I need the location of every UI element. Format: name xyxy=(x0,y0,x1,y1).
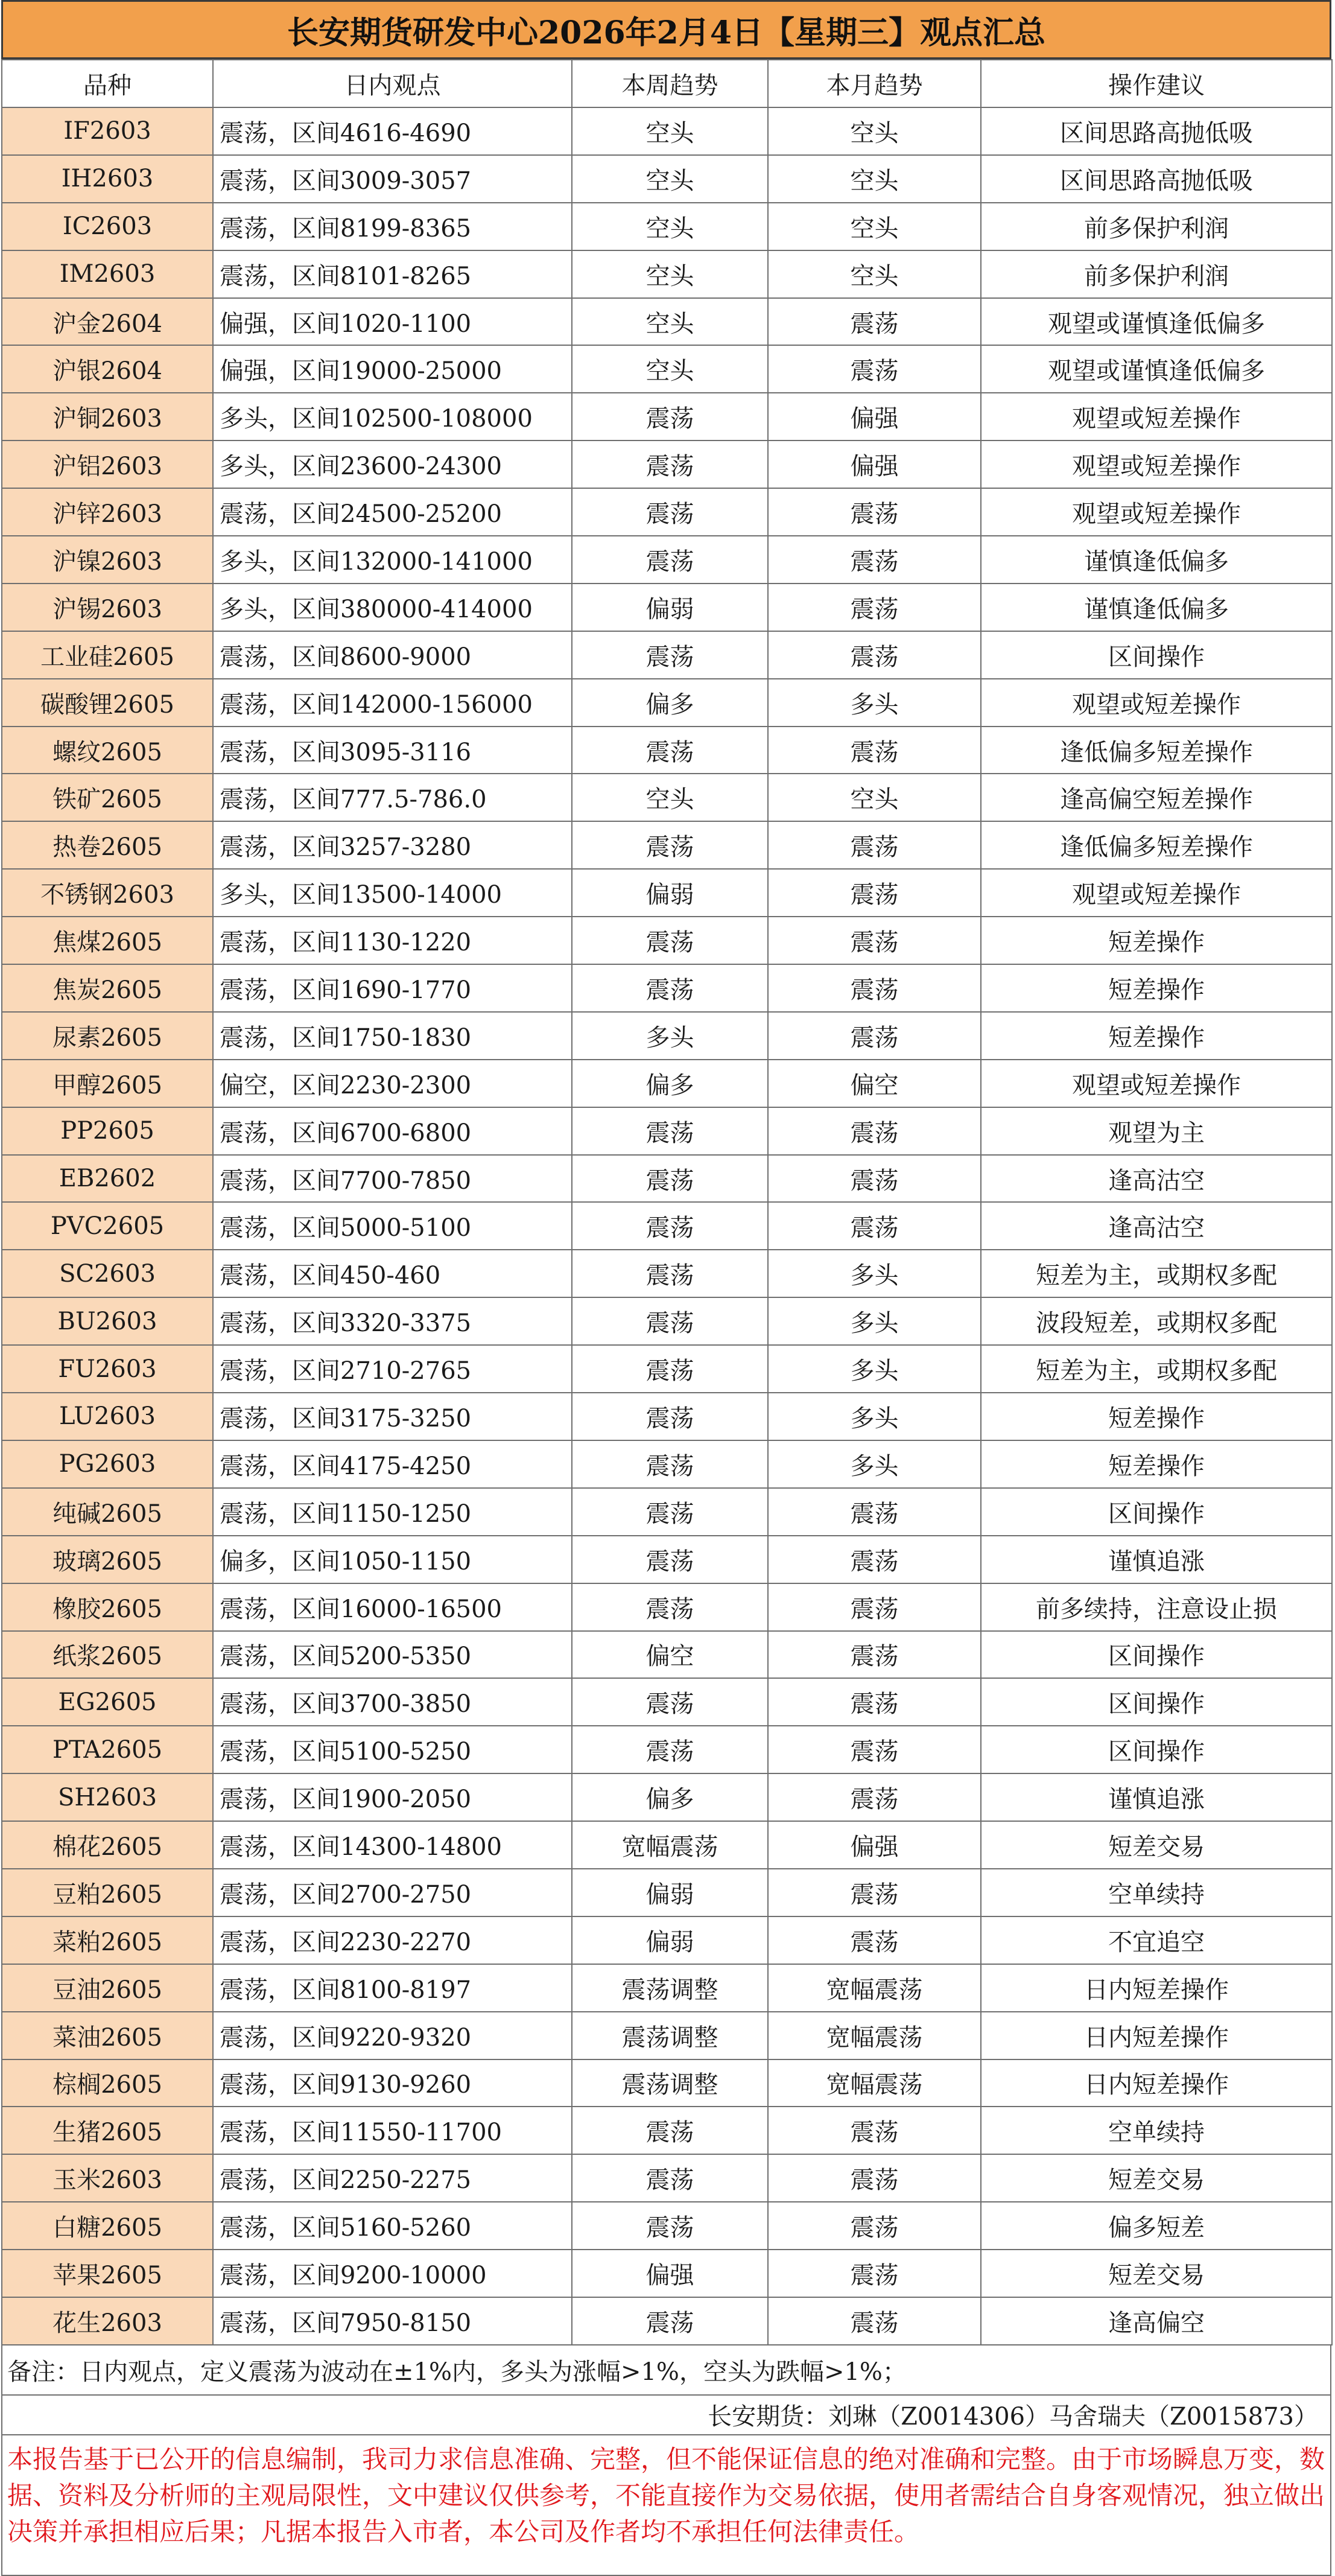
cell-intraday-view: 震荡，区间8101-8265 xyxy=(213,250,572,298)
cell-monthly-trend: 震荡 xyxy=(768,1583,981,1631)
cell-suggestion: 短差操作 xyxy=(981,917,1332,964)
cell-monthly-trend: 震荡 xyxy=(768,1488,981,1536)
cell-weekly-trend: 空头 xyxy=(572,107,768,155)
cell-contract: IM2603 xyxy=(2,250,213,298)
table-row xyxy=(2,393,1332,440)
cell-monthly-trend: 震荡 xyxy=(768,1536,981,1583)
cell-intraday-view: 震荡，区间8600-9000 xyxy=(213,631,572,679)
table-row xyxy=(2,1678,1332,1726)
cell-suggestion: 区间操作 xyxy=(981,631,1332,679)
cell-weekly-trend: 震荡 xyxy=(572,821,768,869)
cell-monthly-trend: 震荡 xyxy=(768,869,981,917)
cell-contract: 沪铝2603 xyxy=(2,440,213,488)
cell-suggestion: 观望为主 xyxy=(981,1107,1332,1155)
cell-weekly-trend: 偏弱 xyxy=(572,1869,768,1916)
header-suggestion: 操作建议 xyxy=(981,60,1332,107)
cell-weekly-trend: 偏强 xyxy=(572,2250,768,2297)
cell-weekly-trend: 震荡 xyxy=(572,1393,768,1440)
table-row xyxy=(2,1536,1332,1583)
cell-intraday-view: 多头，区间380000-414000 xyxy=(213,584,572,631)
cell-suggestion: 日内短差操作 xyxy=(981,2059,1332,2107)
cell-intraday-view: 震荡，区间1690-1770 xyxy=(213,964,572,1012)
cell-intraday-view: 震荡，区间16000-16500 xyxy=(213,1583,572,1631)
cell-monthly-trend: 震荡 xyxy=(768,1155,981,1203)
cell-contract: PVC2605 xyxy=(2,1202,213,1250)
cell-monthly-trend: 震荡 xyxy=(768,2297,981,2345)
cell-contract: 白糖2605 xyxy=(2,2202,213,2250)
table-body xyxy=(2,107,1332,2345)
cell-intraday-view: 偏强，区间19000-25000 xyxy=(213,345,572,393)
cell-monthly-trend: 多头 xyxy=(768,1393,981,1440)
table-row xyxy=(2,345,1332,393)
cell-intraday-view: 多头，区间132000-141000 xyxy=(213,536,572,584)
header-weekly-trend: 本周趋势 xyxy=(572,60,768,107)
cell-weekly-trend: 多头 xyxy=(572,1012,768,1060)
disclaimer: 本报告基于已公开的信息编制，我司力求信息准确、完整，但不能保证信息的绝对准确和完整。由于市场瞬息万变，数据、资料及分析师的主观局限性，文中建议仅供参考，不能直接作为交易依据，使用者需结合自身客观情况，独立做出决策并承担相应后果；凡据本报告入市者，本公司及作者均不承担任何法律责任。 xyxy=(1,2435,1331,2576)
cell-contract: 玉米2603 xyxy=(2,2154,213,2202)
cell-weekly-trend: 震荡调整 xyxy=(572,1964,768,2012)
cell-suggestion: 前多保护利润 xyxy=(981,203,1332,250)
cell-contract: 纯碱2605 xyxy=(2,1488,213,1536)
cell-monthly-trend: 震荡 xyxy=(768,2202,981,2250)
table-row xyxy=(2,964,1332,1012)
cell-suggestion: 逢高沽空 xyxy=(981,1202,1332,1250)
table-row xyxy=(2,2059,1332,2107)
cell-suggestion: 观望或短差操作 xyxy=(981,869,1332,917)
cell-weekly-trend: 震荡 xyxy=(572,1345,768,1393)
cell-monthly-trend: 震荡 xyxy=(768,917,981,964)
cell-contract: 橡胶2605 xyxy=(2,1583,213,1631)
cell-intraday-view: 震荡，区间7950-8150 xyxy=(213,2297,572,2345)
cell-intraday-view: 震荡，区间2700-2750 xyxy=(213,1869,572,1916)
table-row xyxy=(2,821,1332,869)
cell-contract: 生猪2605 xyxy=(2,2107,213,2154)
cell-monthly-trend: 震荡 xyxy=(768,964,981,1012)
cell-intraday-view: 震荡，区间8199-8365 xyxy=(213,203,572,250)
cell-contract: 豆粕2605 xyxy=(2,1869,213,1916)
cell-intraday-view: 震荡，区间3095-3116 xyxy=(213,727,572,774)
cell-intraday-view: 震荡，区间2710-2765 xyxy=(213,1345,572,1393)
table-row xyxy=(2,774,1332,821)
cell-suggestion: 前多续持，注意设止损 xyxy=(981,1583,1332,1631)
cell-suggestion: 短差操作 xyxy=(981,964,1332,1012)
cell-contract: 沪金2604 xyxy=(2,298,213,346)
cell-intraday-view: 震荡，区间5100-5250 xyxy=(213,1726,572,1773)
cell-weekly-trend: 偏多 xyxy=(572,679,768,727)
cell-intraday-view: 震荡，区间9220-9320 xyxy=(213,2012,572,2059)
cell-intraday-view: 震荡，区间1130-1220 xyxy=(213,917,572,964)
cell-weekly-trend: 震荡 xyxy=(572,2202,768,2250)
cell-contract: 棉花2605 xyxy=(2,1821,213,1869)
table-row xyxy=(2,2012,1332,2059)
cell-monthly-trend: 震荡 xyxy=(768,1726,981,1773)
table-row xyxy=(2,631,1332,679)
cell-suggestion: 逢低偏多短差操作 xyxy=(981,821,1332,869)
cell-contract: SH2603 xyxy=(2,1773,213,1821)
cell-weekly-trend: 震荡 xyxy=(572,1297,768,1345)
cell-weekly-trend: 震荡 xyxy=(572,2107,768,2154)
cell-monthly-trend: 多头 xyxy=(768,1345,981,1393)
cell-weekly-trend: 震荡 xyxy=(572,1107,768,1155)
cell-monthly-trend: 震荡 xyxy=(768,345,981,393)
cell-contract: 铁矿2605 xyxy=(2,774,213,821)
cell-weekly-trend: 震荡 xyxy=(572,536,768,584)
cell-monthly-trend: 空头 xyxy=(768,107,981,155)
cell-monthly-trend: 震荡 xyxy=(768,298,981,346)
cell-suggestion: 区间操作 xyxy=(981,1488,1332,1536)
cell-weekly-trend: 震荡调整 xyxy=(572,2059,768,2107)
cell-suggestion: 短差操作 xyxy=(981,1440,1332,1488)
table-row xyxy=(2,1726,1332,1773)
analyst-credits: 长安期货：刘琳（Z0014306）马舍瑞夫（Z0015873） xyxy=(1,2396,1331,2435)
table-row xyxy=(2,1155,1332,1203)
table-row xyxy=(2,679,1332,727)
cell-intraday-view: 多头，区间23600-24300 xyxy=(213,440,572,488)
cell-intraday-view: 震荡，区间1150-1250 xyxy=(213,1488,572,1536)
table-header-row xyxy=(2,60,1332,107)
cell-suggestion: 区间思路高抛低吸 xyxy=(981,107,1332,155)
cell-intraday-view: 震荡，区间3175-3250 xyxy=(213,1393,572,1440)
cell-intraday-view: 震荡，区间6700-6800 xyxy=(213,1107,572,1155)
cell-intraday-view: 震荡，区间450-460 xyxy=(213,1250,572,1297)
cell-suggestion: 谨慎追涨 xyxy=(981,1536,1332,1583)
cell-suggestion: 观望或短差操作 xyxy=(981,440,1332,488)
cell-weekly-trend: 震荡 xyxy=(572,488,768,536)
cell-weekly-trend: 偏弱 xyxy=(572,869,768,917)
cell-weekly-trend: 空头 xyxy=(572,345,768,393)
cell-suggestion: 观望或谨慎逢低偏多 xyxy=(981,345,1332,393)
table-row xyxy=(2,2154,1332,2202)
cell-intraday-view: 震荡，区间5160-5260 xyxy=(213,2202,572,2250)
table-row xyxy=(2,1202,1332,1250)
cell-monthly-trend: 震荡 xyxy=(768,1012,981,1060)
cell-weekly-trend: 震荡 xyxy=(572,440,768,488)
cell-monthly-trend: 震荡 xyxy=(768,1678,981,1726)
table-row xyxy=(2,1060,1332,1107)
cell-suggestion: 区间操作 xyxy=(981,1678,1332,1726)
cell-contract: 豆油2605 xyxy=(2,1964,213,2012)
table-row xyxy=(2,1440,1332,1488)
cell-monthly-trend: 震荡 xyxy=(768,1202,981,1250)
cell-suggestion: 短差交易 xyxy=(981,1821,1332,1869)
table-row xyxy=(2,1488,1332,1536)
cell-suggestion: 逢高偏空短差操作 xyxy=(981,774,1332,821)
cell-intraday-view: 震荡，区间1900-2050 xyxy=(213,1773,572,1821)
cell-monthly-trend: 空头 xyxy=(768,250,981,298)
cell-contract: 菜粕2605 xyxy=(2,1916,213,1964)
cell-intraday-view: 偏多，区间1050-1150 xyxy=(213,1536,572,1583)
cell-monthly-trend: 震荡 xyxy=(768,584,981,631)
cell-weekly-trend: 震荡调整 xyxy=(572,2012,768,2059)
cell-weekly-trend: 震荡 xyxy=(572,917,768,964)
cell-monthly-trend: 震荡 xyxy=(768,631,981,679)
cell-monthly-trend: 震荡 xyxy=(768,821,981,869)
cell-contract: IC2603 xyxy=(2,203,213,250)
cell-contract: 甲醇2605 xyxy=(2,1060,213,1107)
cell-intraday-view: 震荡，区间7700-7850 xyxy=(213,1155,572,1203)
cell-intraday-view: 震荡，区间2230-2270 xyxy=(213,1916,572,1964)
table-row xyxy=(2,250,1332,298)
cell-contract: IH2603 xyxy=(2,155,213,203)
cell-monthly-trend: 多头 xyxy=(768,679,981,727)
cell-weekly-trend: 偏多 xyxy=(572,1773,768,1821)
cell-monthly-trend: 偏强 xyxy=(768,1821,981,1869)
table-row xyxy=(2,1107,1332,1155)
cell-weekly-trend: 震荡 xyxy=(572,1583,768,1631)
cell-intraday-view: 震荡，区间3320-3375 xyxy=(213,1297,572,1345)
cell-suggestion: 空单续持 xyxy=(981,1869,1332,1916)
cell-suggestion: 日内短差操作 xyxy=(981,1964,1332,2012)
page-title: 长安期货研发中心2026年2月4日【星期三】观点汇总 xyxy=(1,0,1331,59)
views-table xyxy=(1,59,1333,2345)
cell-suggestion: 观望或短差操作 xyxy=(981,488,1332,536)
cell-contract: PG2603 xyxy=(2,1440,213,1488)
cell-suggestion: 偏多短差 xyxy=(981,2202,1332,2250)
cell-contract: 棕榈2605 xyxy=(2,2059,213,2107)
cell-monthly-trend: 震荡 xyxy=(768,536,981,584)
cell-weekly-trend: 震荡 xyxy=(572,1440,768,1488)
cell-contract: EB2602 xyxy=(2,1155,213,1203)
cell-monthly-trend: 宽幅震荡 xyxy=(768,2012,981,2059)
cell-contract: 纸浆2605 xyxy=(2,1631,213,1679)
cell-contract: 沪镍2603 xyxy=(2,536,213,584)
table-row xyxy=(2,584,1332,631)
table-row xyxy=(2,298,1332,346)
cell-intraday-view: 震荡，区间14300-14800 xyxy=(213,1821,572,1869)
cell-suggestion: 观望或谨慎逢低偏多 xyxy=(981,298,1332,346)
cell-monthly-trend: 偏强 xyxy=(768,393,981,440)
cell-contract: PTA2605 xyxy=(2,1726,213,1773)
cell-contract: 沪锡2603 xyxy=(2,584,213,631)
cell-monthly-trend: 多头 xyxy=(768,1440,981,1488)
cell-monthly-trend: 震荡 xyxy=(768,2250,981,2297)
cell-contract: 沪铜2603 xyxy=(2,393,213,440)
cell-intraday-view: 震荡，区间777.5-786.0 xyxy=(213,774,572,821)
table-row xyxy=(2,917,1332,964)
cell-monthly-trend: 宽幅震荡 xyxy=(768,2059,981,2107)
cell-contract: 不锈钢2603 xyxy=(2,869,213,917)
cell-suggestion: 逢高沽空 xyxy=(981,1155,1332,1203)
cell-intraday-view: 震荡，区间24500-25200 xyxy=(213,488,572,536)
cell-intraday-view: 偏强，区间1020-1100 xyxy=(213,298,572,346)
cell-suggestion: 不宜追空 xyxy=(981,1916,1332,1964)
cell-contract: LU2603 xyxy=(2,1393,213,1440)
cell-weekly-trend: 空头 xyxy=(572,774,768,821)
cell-intraday-view: 震荡，区间4616-4690 xyxy=(213,107,572,155)
cell-monthly-trend: 多头 xyxy=(768,1250,981,1297)
table-row xyxy=(2,1821,1332,1869)
table-row xyxy=(2,1393,1332,1440)
table-row xyxy=(2,2250,1332,2297)
cell-intraday-view: 震荡，区间9130-9260 xyxy=(213,2059,572,2107)
cell-weekly-trend: 震荡 xyxy=(572,1726,768,1773)
cell-contract: 焦煤2605 xyxy=(2,917,213,964)
cell-suggestion: 短差交易 xyxy=(981,2250,1332,2297)
table-row xyxy=(2,2107,1332,2154)
cell-weekly-trend: 偏空 xyxy=(572,1631,768,1679)
cell-suggestion: 短差操作 xyxy=(981,1012,1332,1060)
cell-suggestion: 逢高偏空 xyxy=(981,2297,1332,2345)
cell-weekly-trend: 震荡 xyxy=(572,1155,768,1203)
cell-suggestion: 短差为主，或期权多配 xyxy=(981,1250,1332,1297)
cell-contract: 焦炭2605 xyxy=(2,964,213,1012)
table-row xyxy=(2,203,1332,250)
table-row xyxy=(2,1345,1332,1393)
cell-contract: 工业硅2605 xyxy=(2,631,213,679)
cell-suggestion: 谨慎逢低偏多 xyxy=(981,536,1332,584)
cell-contract: SC2603 xyxy=(2,1250,213,1297)
cell-suggestion: 谨慎逢低偏多 xyxy=(981,584,1332,631)
cell-monthly-trend: 宽幅震荡 xyxy=(768,1964,981,2012)
cell-contract: PP2605 xyxy=(2,1107,213,1155)
cell-weekly-trend: 宽幅震荡 xyxy=(572,1821,768,1869)
cell-suggestion: 观望或短差操作 xyxy=(981,679,1332,727)
table-row xyxy=(2,440,1332,488)
cell-contract: EG2605 xyxy=(2,1678,213,1726)
table-row xyxy=(2,536,1332,584)
cell-suggestion: 逢低偏多短差操作 xyxy=(981,727,1332,774)
cell-intraday-view: 震荡，区间1750-1830 xyxy=(213,1012,572,1060)
cell-monthly-trend: 震荡 xyxy=(768,2154,981,2202)
cell-suggestion: 区间思路高抛低吸 xyxy=(981,155,1332,203)
table-row xyxy=(2,1297,1332,1345)
cell-intraday-view: 多头，区间102500-108000 xyxy=(213,393,572,440)
cell-contract: BU2603 xyxy=(2,1297,213,1345)
cell-monthly-trend: 空头 xyxy=(768,774,981,821)
cell-weekly-trend: 震荡 xyxy=(572,1202,768,1250)
cell-weekly-trend: 震荡 xyxy=(572,1488,768,1536)
cell-suggestion: 短差交易 xyxy=(981,2154,1332,2202)
cell-monthly-trend: 震荡 xyxy=(768,1773,981,1821)
footnote: 备注：日内观点，定义震荡为波动在±1%内，多头为涨幅>1%，空头为跌幅>1%； xyxy=(1,2345,1331,2396)
cell-weekly-trend: 震荡 xyxy=(572,2297,768,2345)
cell-contract: IF2603 xyxy=(2,107,213,155)
table-row xyxy=(2,2202,1332,2250)
table-row xyxy=(2,1964,1332,2012)
cell-weekly-trend: 偏多 xyxy=(572,1060,768,1107)
cell-intraday-view: 多头，区间13500-14000 xyxy=(213,869,572,917)
cell-intraday-view: 偏空，区间2230-2300 xyxy=(213,1060,572,1107)
table-row xyxy=(2,1250,1332,1297)
cell-intraday-view: 震荡，区间11550-11700 xyxy=(213,2107,572,2154)
cell-monthly-trend: 偏强 xyxy=(768,440,981,488)
cell-intraday-view: 震荡，区间3257-3280 xyxy=(213,821,572,869)
table-row xyxy=(2,107,1332,155)
cell-weekly-trend: 震荡 xyxy=(572,393,768,440)
cell-weekly-trend: 空头 xyxy=(572,203,768,250)
cell-weekly-trend: 震荡 xyxy=(572,964,768,1012)
cell-weekly-trend: 震荡 xyxy=(572,727,768,774)
cell-suggestion: 前多保护利润 xyxy=(981,250,1332,298)
cell-monthly-trend: 震荡 xyxy=(768,2107,981,2154)
cell-monthly-trend: 空头 xyxy=(768,203,981,250)
cell-intraday-view: 震荡，区间8100-8197 xyxy=(213,1964,572,2012)
cell-weekly-trend: 偏弱 xyxy=(572,1916,768,1964)
table-row xyxy=(2,488,1332,536)
cell-monthly-trend: 偏空 xyxy=(768,1060,981,1107)
cell-monthly-trend: 空头 xyxy=(768,155,981,203)
cell-contract: 玻璃2605 xyxy=(2,1536,213,1583)
cell-monthly-trend: 震荡 xyxy=(768,1869,981,1916)
cell-contract: 菜油2605 xyxy=(2,2012,213,2059)
cell-intraday-view: 震荡，区间4175-4250 xyxy=(213,1440,572,1488)
header-contract: 品种 xyxy=(2,60,213,107)
cell-contract: 沪银2604 xyxy=(2,345,213,393)
table-row xyxy=(2,1583,1332,1631)
cell-weekly-trend: 空头 xyxy=(572,298,768,346)
cell-suggestion: 日内短差操作 xyxy=(981,2012,1332,2059)
cell-intraday-view: 震荡，区间142000-156000 xyxy=(213,679,572,727)
cell-monthly-trend: 震荡 xyxy=(768,1916,981,1964)
cell-suggestion: 短差为主，或期权多配 xyxy=(981,1345,1332,1393)
cell-suggestion: 区间操作 xyxy=(981,1726,1332,1773)
cell-contract: 螺纹2605 xyxy=(2,727,213,774)
cell-contract: 碳酸锂2605 xyxy=(2,679,213,727)
cell-intraday-view: 震荡，区间3700-3850 xyxy=(213,1678,572,1726)
cell-suggestion: 区间操作 xyxy=(981,1631,1332,1679)
table-row xyxy=(2,1916,1332,1964)
cell-contract: 苹果2605 xyxy=(2,2250,213,2297)
cell-weekly-trend: 偏弱 xyxy=(572,584,768,631)
cell-contract: 沪锌2603 xyxy=(2,488,213,536)
cell-monthly-trend: 震荡 xyxy=(768,1107,981,1155)
table-row xyxy=(2,1631,1332,1679)
table-row xyxy=(2,2297,1332,2345)
cell-monthly-trend: 多头 xyxy=(768,1297,981,1345)
table-row xyxy=(2,1012,1332,1060)
table-row xyxy=(2,1773,1332,1821)
cell-intraday-view: 震荡，区间5200-5350 xyxy=(213,1631,572,1679)
header-monthly-trend: 本月趋势 xyxy=(768,60,981,107)
cell-weekly-trend: 震荡 xyxy=(572,1678,768,1726)
table-row xyxy=(2,1869,1332,1916)
cell-suggestion: 谨慎追涨 xyxy=(981,1773,1332,1821)
cell-weekly-trend: 空头 xyxy=(572,250,768,298)
cell-suggestion: 观望或短差操作 xyxy=(981,393,1332,440)
cell-intraday-view: 震荡，区间3009-3057 xyxy=(213,155,572,203)
cell-suggestion: 空单续持 xyxy=(981,2107,1332,2154)
cell-weekly-trend: 震荡 xyxy=(572,2154,768,2202)
table-row xyxy=(2,727,1332,774)
table-row xyxy=(2,869,1332,917)
table-row xyxy=(2,155,1332,203)
cell-intraday-view: 震荡，区间9200-10000 xyxy=(213,2250,572,2297)
cell-monthly-trend: 震荡 xyxy=(768,1631,981,1679)
cell-weekly-trend: 空头 xyxy=(572,155,768,203)
cell-intraday-view: 震荡，区间2250-2275 xyxy=(213,2154,572,2202)
cell-contract: 花生2603 xyxy=(2,2297,213,2345)
cell-weekly-trend: 震荡 xyxy=(572,1250,768,1297)
cell-contract: FU2603 xyxy=(2,1345,213,1393)
cell-suggestion: 短差操作 xyxy=(981,1393,1332,1440)
cell-monthly-trend: 震荡 xyxy=(768,727,981,774)
header-intraday-view: 日内观点 xyxy=(213,60,572,107)
summary-sheet xyxy=(1,0,1331,2576)
cell-suggestion: 波段短差，或期权多配 xyxy=(981,1297,1332,1345)
cell-intraday-view: 震荡，区间5000-5100 xyxy=(213,1202,572,1250)
cell-weekly-trend: 震荡 xyxy=(572,1536,768,1583)
cell-weekly-trend: 震荡 xyxy=(572,631,768,679)
cell-contract: 热卷2605 xyxy=(2,821,213,869)
cell-contract: 尿素2605 xyxy=(2,1012,213,1060)
cell-suggestion: 观望或短差操作 xyxy=(981,1060,1332,1107)
cell-monthly-trend: 震荡 xyxy=(768,488,981,536)
